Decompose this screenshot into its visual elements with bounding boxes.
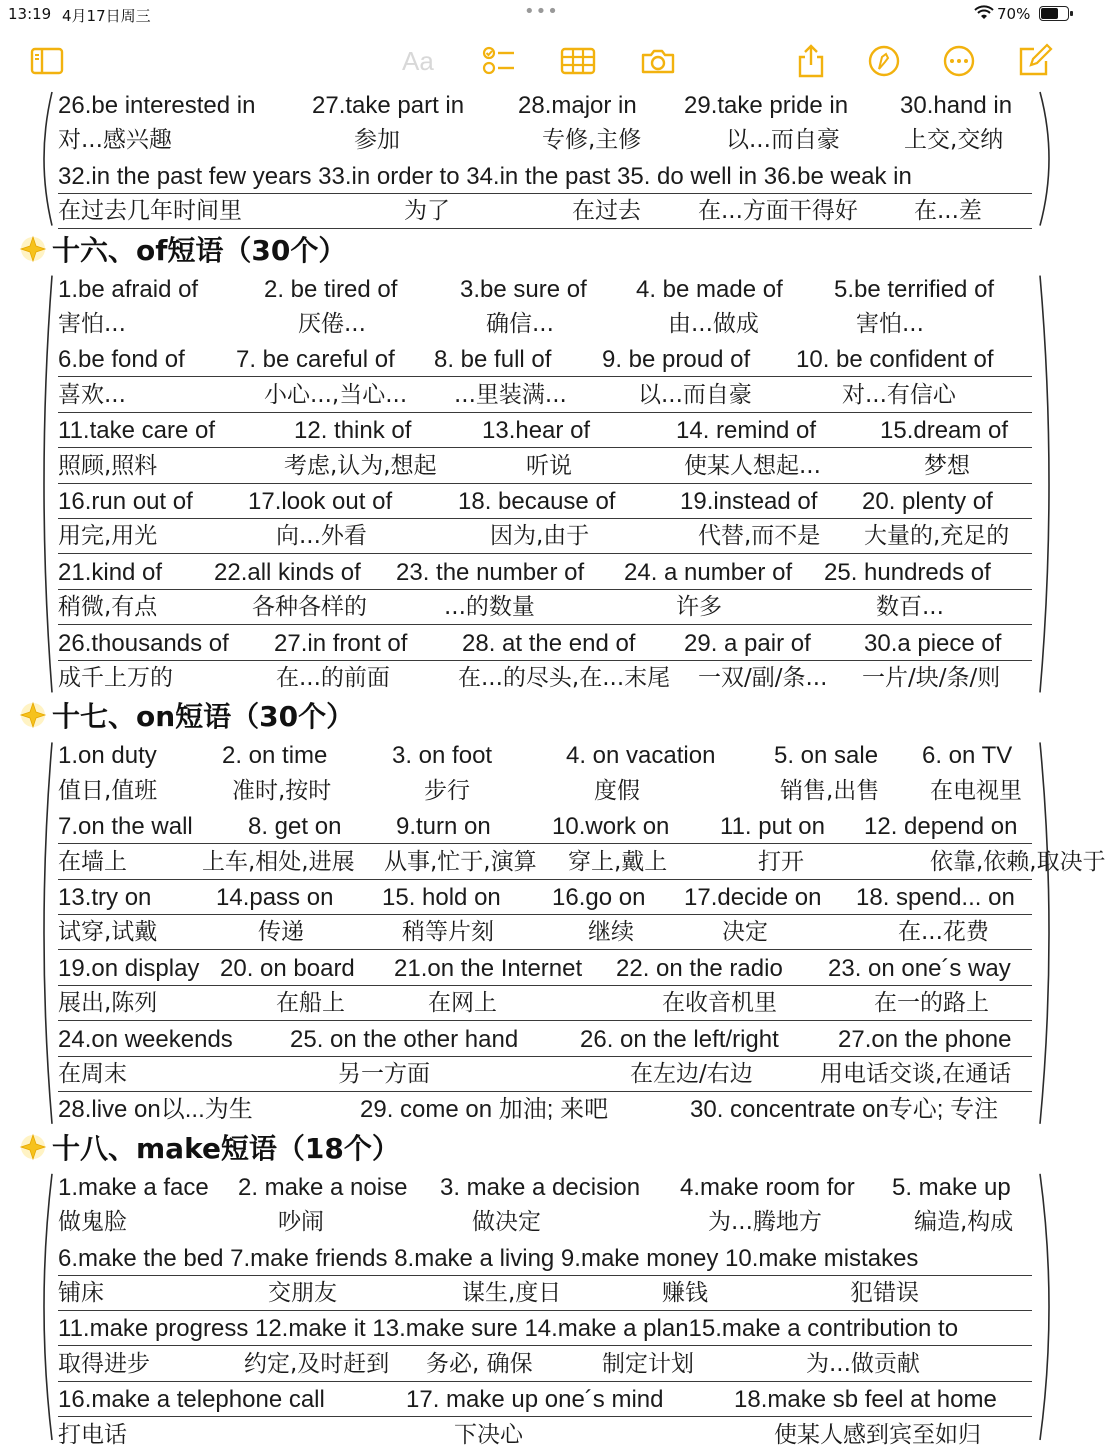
status-date: 4月17日周三	[62, 7, 151, 25]
phrase-meaning: 铺床	[58, 1280, 104, 1306]
phrase-meaning: 做决定	[472, 1209, 541, 1236]
phrase-meaning: 在墙上	[58, 848, 127, 875]
phrase-row-chinese	[58, 661, 1032, 696]
phrase-meaning: 取得进步	[58, 1350, 150, 1377]
phrase-english: 11.take care of	[58, 417, 215, 445]
phrase-meaning: 在一的路上	[874, 990, 989, 1017]
phrase-row-english	[58, 555, 1032, 590]
phrase-english: 24. a number of	[624, 558, 793, 586]
phrase-meaning: 以...而自豪	[726, 127, 840, 154]
phrase-meaning: 展出,陈列	[58, 990, 158, 1017]
section-heading	[18, 1126, 400, 1168]
phrase-english: 2. on time	[222, 742, 328, 770]
phrase-english: 22. on the radio	[616, 954, 783, 982]
left-bracket	[44, 276, 52, 693]
phrase-english: 32.in the past few years 33.in order to 34.in the past 35. do well in 36.be weak in	[58, 162, 912, 190]
phrase-meaning: 代替,而不是	[698, 523, 821, 550]
phrase-english: 20. on board	[220, 954, 355, 982]
phrase-meaning: 使某人想起...	[684, 452, 821, 479]
phrase-english: 4. be made of	[636, 275, 783, 303]
phrase-meaning: 喜欢...	[58, 381, 126, 408]
phrase-meaning: 照顾,照料	[58, 452, 158, 479]
phrase-meaning: 各种各样的	[252, 594, 367, 621]
phrase-meaning: 值日,值班	[58, 777, 158, 804]
phrase-english: 7. be careful of	[236, 346, 395, 374]
phrase-meaning: 做鬼脸	[58, 1209, 127, 1236]
phrase-meaning: 听说	[526, 452, 572, 479]
phrase-meaning: 由...做成	[668, 311, 759, 337]
phrase-english: 3.be sure of	[460, 275, 587, 303]
phrase-row-chinese	[58, 915, 1032, 950]
phrase-meaning: 为...做贡献	[806, 1350, 920, 1377]
sidebar-toggle-icon[interactable]	[29, 44, 65, 78]
phrase-english: 28.major in	[518, 92, 637, 119]
phrase-english: 10.work on	[552, 813, 670, 841]
phrase-row-english	[58, 272, 1032, 307]
phrase-row-english	[58, 484, 1032, 519]
phrase-row-english	[58, 88, 1032, 123]
phrase-english: 13.try on	[58, 884, 152, 911]
phrase-english: 10. be confident of	[796, 346, 994, 374]
phrase-english: 3. on foot	[392, 742, 493, 770]
phrase-english: 11. put on	[720, 813, 825, 841]
phrase-meaning: 确信...	[486, 311, 554, 337]
phrase-meaning: 许多	[676, 594, 722, 621]
phrase-meaning: 上交,交纳	[904, 127, 1004, 154]
section-heading	[18, 228, 346, 270]
phrase-meaning: 在船上	[276, 990, 345, 1017]
phrase-english: 19.on display	[58, 954, 200, 982]
phrase-meaning: 另一方面	[338, 1061, 430, 1087]
phrase-english: 18. spend... on	[856, 884, 1015, 911]
phrase-meaning: 稍微,有点	[58, 594, 158, 621]
phrase-meaning: 参加	[354, 127, 400, 154]
phrase-meaning: 交朋友	[268, 1280, 337, 1306]
battery-icon	[1039, 6, 1069, 21]
notes-toolbar	[0, 30, 1080, 92]
phrase-english: 3. make a decision	[440, 1173, 641, 1201]
phrase-english: 12. think of	[294, 417, 412, 445]
phrase-meaning: 制定计划	[602, 1350, 694, 1377]
phrase-meaning: 在过去几年时间里	[58, 198, 242, 225]
phrase-english: 11.make progress 12.make it 13.make sure 14.make a plan15.make a contribution to	[58, 1315, 959, 1343]
section-heading-text: 十六、of短语（30个）	[52, 233, 347, 267]
phrase-meaning: 赚钱	[662, 1280, 708, 1306]
camera-icon[interactable]	[640, 44, 676, 78]
phrase-english: 13.hear of	[482, 417, 591, 445]
phrase-meaning: 害怕...	[856, 311, 924, 337]
phrase-meaning: 小心...,当心...	[264, 381, 408, 408]
section-heading	[18, 694, 354, 736]
phrase-meaning: 考虑,认为,想起	[284, 452, 437, 479]
phrase-row-chinese	[58, 307, 1032, 342]
phrase-meaning: 依靠,依赖,取决于	[930, 848, 1106, 875]
phrase-row-english	[58, 738, 1032, 773]
section-heading-text: 十八、make短语（18个）	[52, 1131, 400, 1165]
phrase-english: 20. plenty of	[862, 488, 993, 515]
phrase-english: 29. come on 加油; 来吧	[360, 1096, 609, 1124]
phrase-meaning: 专修,主修	[542, 127, 642, 154]
phrase-row-english	[58, 413, 1032, 448]
left-bracket	[44, 1174, 52, 1440]
phrase-meaning: 决定	[722, 919, 768, 946]
phrase-meaning: 为了	[404, 198, 450, 225]
phrase-meaning: ...里装满...	[454, 381, 567, 408]
right-bracket	[1040, 92, 1049, 226]
phrase-meaning: 成千上万的	[58, 665, 173, 691]
phrase-english: 12. depend on	[864, 813, 1018, 841]
star-emoji-icon	[18, 700, 48, 730]
phrase-row-chinese	[58, 378, 1032, 413]
phrase-meaning: 梦想	[924, 452, 970, 479]
phrase-english: 1.make a face	[58, 1173, 209, 1201]
phrase-english: 17. make up one´s mind	[406, 1386, 664, 1414]
phrase-row-chinese	[58, 449, 1032, 484]
phrase-row-english	[58, 1311, 1032, 1346]
right-bracket	[1040, 742, 1049, 1123]
phrase-english: 30. concentrate on专心; 专注	[690, 1096, 999, 1124]
phrase-row-chinese	[58, 774, 1032, 809]
phrase-meaning: 数百...	[876, 594, 944, 621]
phrase-meaning: 厌倦...	[298, 311, 366, 337]
phrase-english: 26.thousands of	[58, 629, 229, 657]
phrase-meaning: 约定,及时赶到	[244, 1350, 390, 1377]
checklist-icon[interactable]	[481, 44, 517, 78]
phrase-english: 19.instead of	[680, 488, 818, 515]
phrase-english: 8. be full of	[434, 346, 552, 374]
phrase-meaning: 在网上	[428, 990, 497, 1017]
phrase-english: 1.on duty	[58, 742, 157, 770]
phrase-english: 2. make a noise	[238, 1173, 408, 1201]
phrase-english: 14.pass on	[216, 884, 334, 911]
left-bracket	[44, 92, 52, 226]
phrase-english: 5.be terrified of	[834, 275, 995, 303]
phrase-english: 16.make a telephone call	[58, 1386, 325, 1414]
phrase-english: 6. on TV	[922, 742, 1013, 770]
phrase-meaning: 在...差	[914, 198, 982, 225]
right-bracket	[1040, 276, 1049, 693]
phrase-meaning: 在电视里	[930, 777, 1022, 804]
phrase-meaning: 因为,由于	[490, 523, 590, 550]
phrase-meaning: 打电话	[58, 1421, 127, 1448]
phrase-meaning: 对...感兴趣	[58, 127, 172, 154]
phrase-row-chinese	[58, 519, 1032, 554]
phrase-row-english	[58, 159, 1032, 194]
phrase-english: 29. a pair of	[684, 629, 811, 657]
phrase-english: 9.turn on	[396, 813, 491, 841]
phrase-meaning: 上车,相处,进展	[202, 848, 355, 875]
phrase-meaning: 在...方面干得好	[698, 198, 858, 225]
status-bar	[0, 0, 1080, 28]
phrase-meaning: 务必, 确保	[426, 1350, 533, 1377]
star-emoji-icon	[18, 1132, 48, 1162]
phrase-row-chinese	[58, 590, 1032, 625]
phrase-meaning: 一片/块/条/则	[862, 665, 1001, 691]
phrase-english: 14. remind of	[676, 417, 817, 445]
phrase-english: 29.take pride in	[684, 92, 849, 119]
phrase-english: 24.on weekends	[58, 1025, 233, 1053]
phrase-english: 7.on the wall	[58, 813, 193, 841]
phrase-english: 27.on the phone	[838, 1025, 1012, 1053]
phrase-english: 6.be fond of	[58, 346, 185, 374]
right-bracket	[1040, 1174, 1049, 1440]
phrase-row-english	[58, 951, 1032, 986]
status-time: 13:19	[8, 5, 52, 23]
phrase-english: 4.make room for	[680, 1173, 855, 1201]
phrase-meaning: 传递	[258, 919, 304, 946]
left-bracket	[44, 742, 52, 1123]
phrase-meaning: ...的数量	[444, 594, 535, 621]
phrase-english: 16.run out of	[58, 488, 193, 515]
phrase-english: 27.in front of	[274, 629, 408, 657]
phrase-meaning: 大量的,充足的	[864, 523, 1010, 550]
phrase-meaning: 度假	[594, 777, 640, 804]
phrase-english: 9. be proud of	[602, 346, 751, 374]
phrase-english: 17.look out of	[248, 488, 393, 515]
phrase-english: 28.live on以...为生	[58, 1096, 253, 1124]
phrase-english: 21.kind of	[58, 558, 163, 586]
phrase-meaning: 在...的前面	[276, 665, 390, 691]
phrase-meaning: 销售,出售	[780, 777, 880, 804]
phrase-english: 25. on the other hand	[290, 1025, 519, 1053]
phrase-row-chinese	[58, 845, 1106, 880]
phrase-row-english	[58, 809, 1032, 844]
phrase-english: 15.dream of	[880, 417, 1009, 445]
phrase-row-english	[58, 1382, 1032, 1417]
phrase-meaning: 用完,用光	[58, 523, 158, 550]
phrase-meaning: 使某人感到宾至如归	[774, 1421, 981, 1448]
phrase-row-chinese	[58, 1418, 1032, 1453]
phrase-meaning: 向...外看	[276, 523, 367, 550]
phrase-english: 22.all kinds of	[214, 558, 361, 586]
phrase-meaning: 在左边/右边	[630, 1061, 753, 1087]
phrase-row-english	[58, 1241, 1032, 1276]
phrase-english: 23. on one´s way	[828, 954, 1011, 982]
phrase-row-chinese	[58, 1057, 1032, 1092]
share-icon[interactable]	[793, 44, 829, 78]
phrase-english: 25. hundreds of	[824, 558, 991, 586]
phrase-english: 30.a piece of	[864, 629, 1002, 657]
phrase-meaning: 以...而自豪	[638, 381, 752, 408]
phrase-meaning: 犯错误	[850, 1280, 919, 1306]
table-icon[interactable]	[560, 44, 596, 78]
phrase-row-chinese	[58, 123, 1032, 158]
phrase-english: 26. on the left/right	[580, 1025, 779, 1053]
phrase-row-chinese	[58, 194, 1032, 229]
wifi-icon	[974, 5, 994, 21]
phrase-meaning: 步行	[424, 777, 470, 804]
phrase-english: 26.be interested in	[58, 92, 256, 119]
phrase-english: 8. get on	[248, 813, 342, 841]
phrase-meaning: 在...的尽头,在...末尾	[458, 665, 671, 691]
phrase-english: 27.take part in	[312, 92, 465, 119]
phrase-english: 6.make the bed 7.make friends 8.make a living 9.make money 10.make mistakes	[58, 1244, 919, 1272]
phrase-english: 18. because of	[458, 488, 616, 515]
phrase-meaning: 打开	[758, 848, 804, 875]
phrase-english: 1.be afraid of	[58, 275, 199, 303]
phrase-row-chinese	[58, 1347, 1032, 1382]
phrase-meaning: 在周末	[58, 1061, 127, 1087]
battery-percent: 70%	[997, 5, 1031, 23]
phrase-meaning: 对...有信心	[842, 381, 956, 408]
phrase-row-english	[58, 1022, 1032, 1057]
phrase-meaning: 下决心	[454, 1421, 523, 1448]
note-content[interactable]	[0, 88, 1106, 1448]
phrase-english: 15. hold on	[382, 884, 501, 911]
battery-fill	[1041, 8, 1058, 19]
markup-pen-icon[interactable]	[866, 44, 902, 78]
phrase-meaning: 准时,按时	[232, 777, 332, 804]
phrase-english: 23. the number of	[396, 558, 585, 586]
phrase-meaning: 编造,构成	[914, 1209, 1014, 1236]
multitasking-dots-icon[interactable]: •••	[524, 1, 559, 22]
phrase-row-english	[58, 626, 1032, 661]
phrase-meaning: 继续	[588, 919, 634, 946]
phrase-english: 17.decide on	[684, 884, 822, 911]
compose-note-icon[interactable]	[1017, 44, 1053, 78]
phrase-meaning: 一双/副/条...	[698, 665, 828, 691]
phrase-english: 18.make sb feel at home	[734, 1386, 997, 1414]
phrase-row-english	[58, 880, 1032, 915]
phrase-english: 5. on sale	[774, 742, 879, 770]
phrase-meaning: 害怕...	[58, 311, 126, 337]
phrase-row-english	[58, 1170, 1032, 1205]
phrase-row-english	[58, 1092, 1032, 1127]
phrase-meaning: 为...腾地方	[708, 1209, 822, 1236]
phrase-english: 21.on the Internet	[394, 954, 583, 982]
phrase-meaning: 在收音机里	[662, 990, 777, 1017]
phrase-english: 2. be tired of	[264, 275, 398, 303]
phrase-english: 16.go on	[552, 884, 646, 911]
phrase-english: 28. at the end of	[462, 629, 636, 657]
phrase-meaning: 谋生,度日	[462, 1280, 562, 1306]
phrase-meaning: 吵闹	[278, 1209, 324, 1236]
phrase-meaning: 用电话交谈,在通话	[820, 1061, 1012, 1087]
phrase-meaning: 在过去	[572, 198, 641, 225]
phrase-english: 5. make up	[892, 1173, 1011, 1201]
phrase-english: 30.hand in	[900, 92, 1013, 119]
star-emoji-icon	[18, 234, 48, 264]
more-options-icon[interactable]	[941, 44, 977, 78]
phrase-row-chinese	[58, 1276, 1032, 1311]
text-format-button[interactable]: Aa	[402, 46, 434, 76]
phrase-row-chinese	[58, 986, 1032, 1021]
phrase-english: 4. on vacation	[566, 742, 716, 770]
section-heading-text: 十七、on短语（30个）	[52, 700, 355, 734]
phrase-meaning: 穿上,戴上	[568, 848, 668, 875]
phrase-meaning: 稍等片刻	[402, 919, 494, 946]
phrase-meaning: 在...花费	[898, 919, 989, 946]
phrase-meaning: 试穿,试戴	[58, 919, 158, 946]
phrase-row-chinese	[58, 1205, 1032, 1240]
phrase-row-english	[58, 342, 1032, 377]
phrase-meaning: 从事,忙于,演算	[384, 848, 537, 875]
